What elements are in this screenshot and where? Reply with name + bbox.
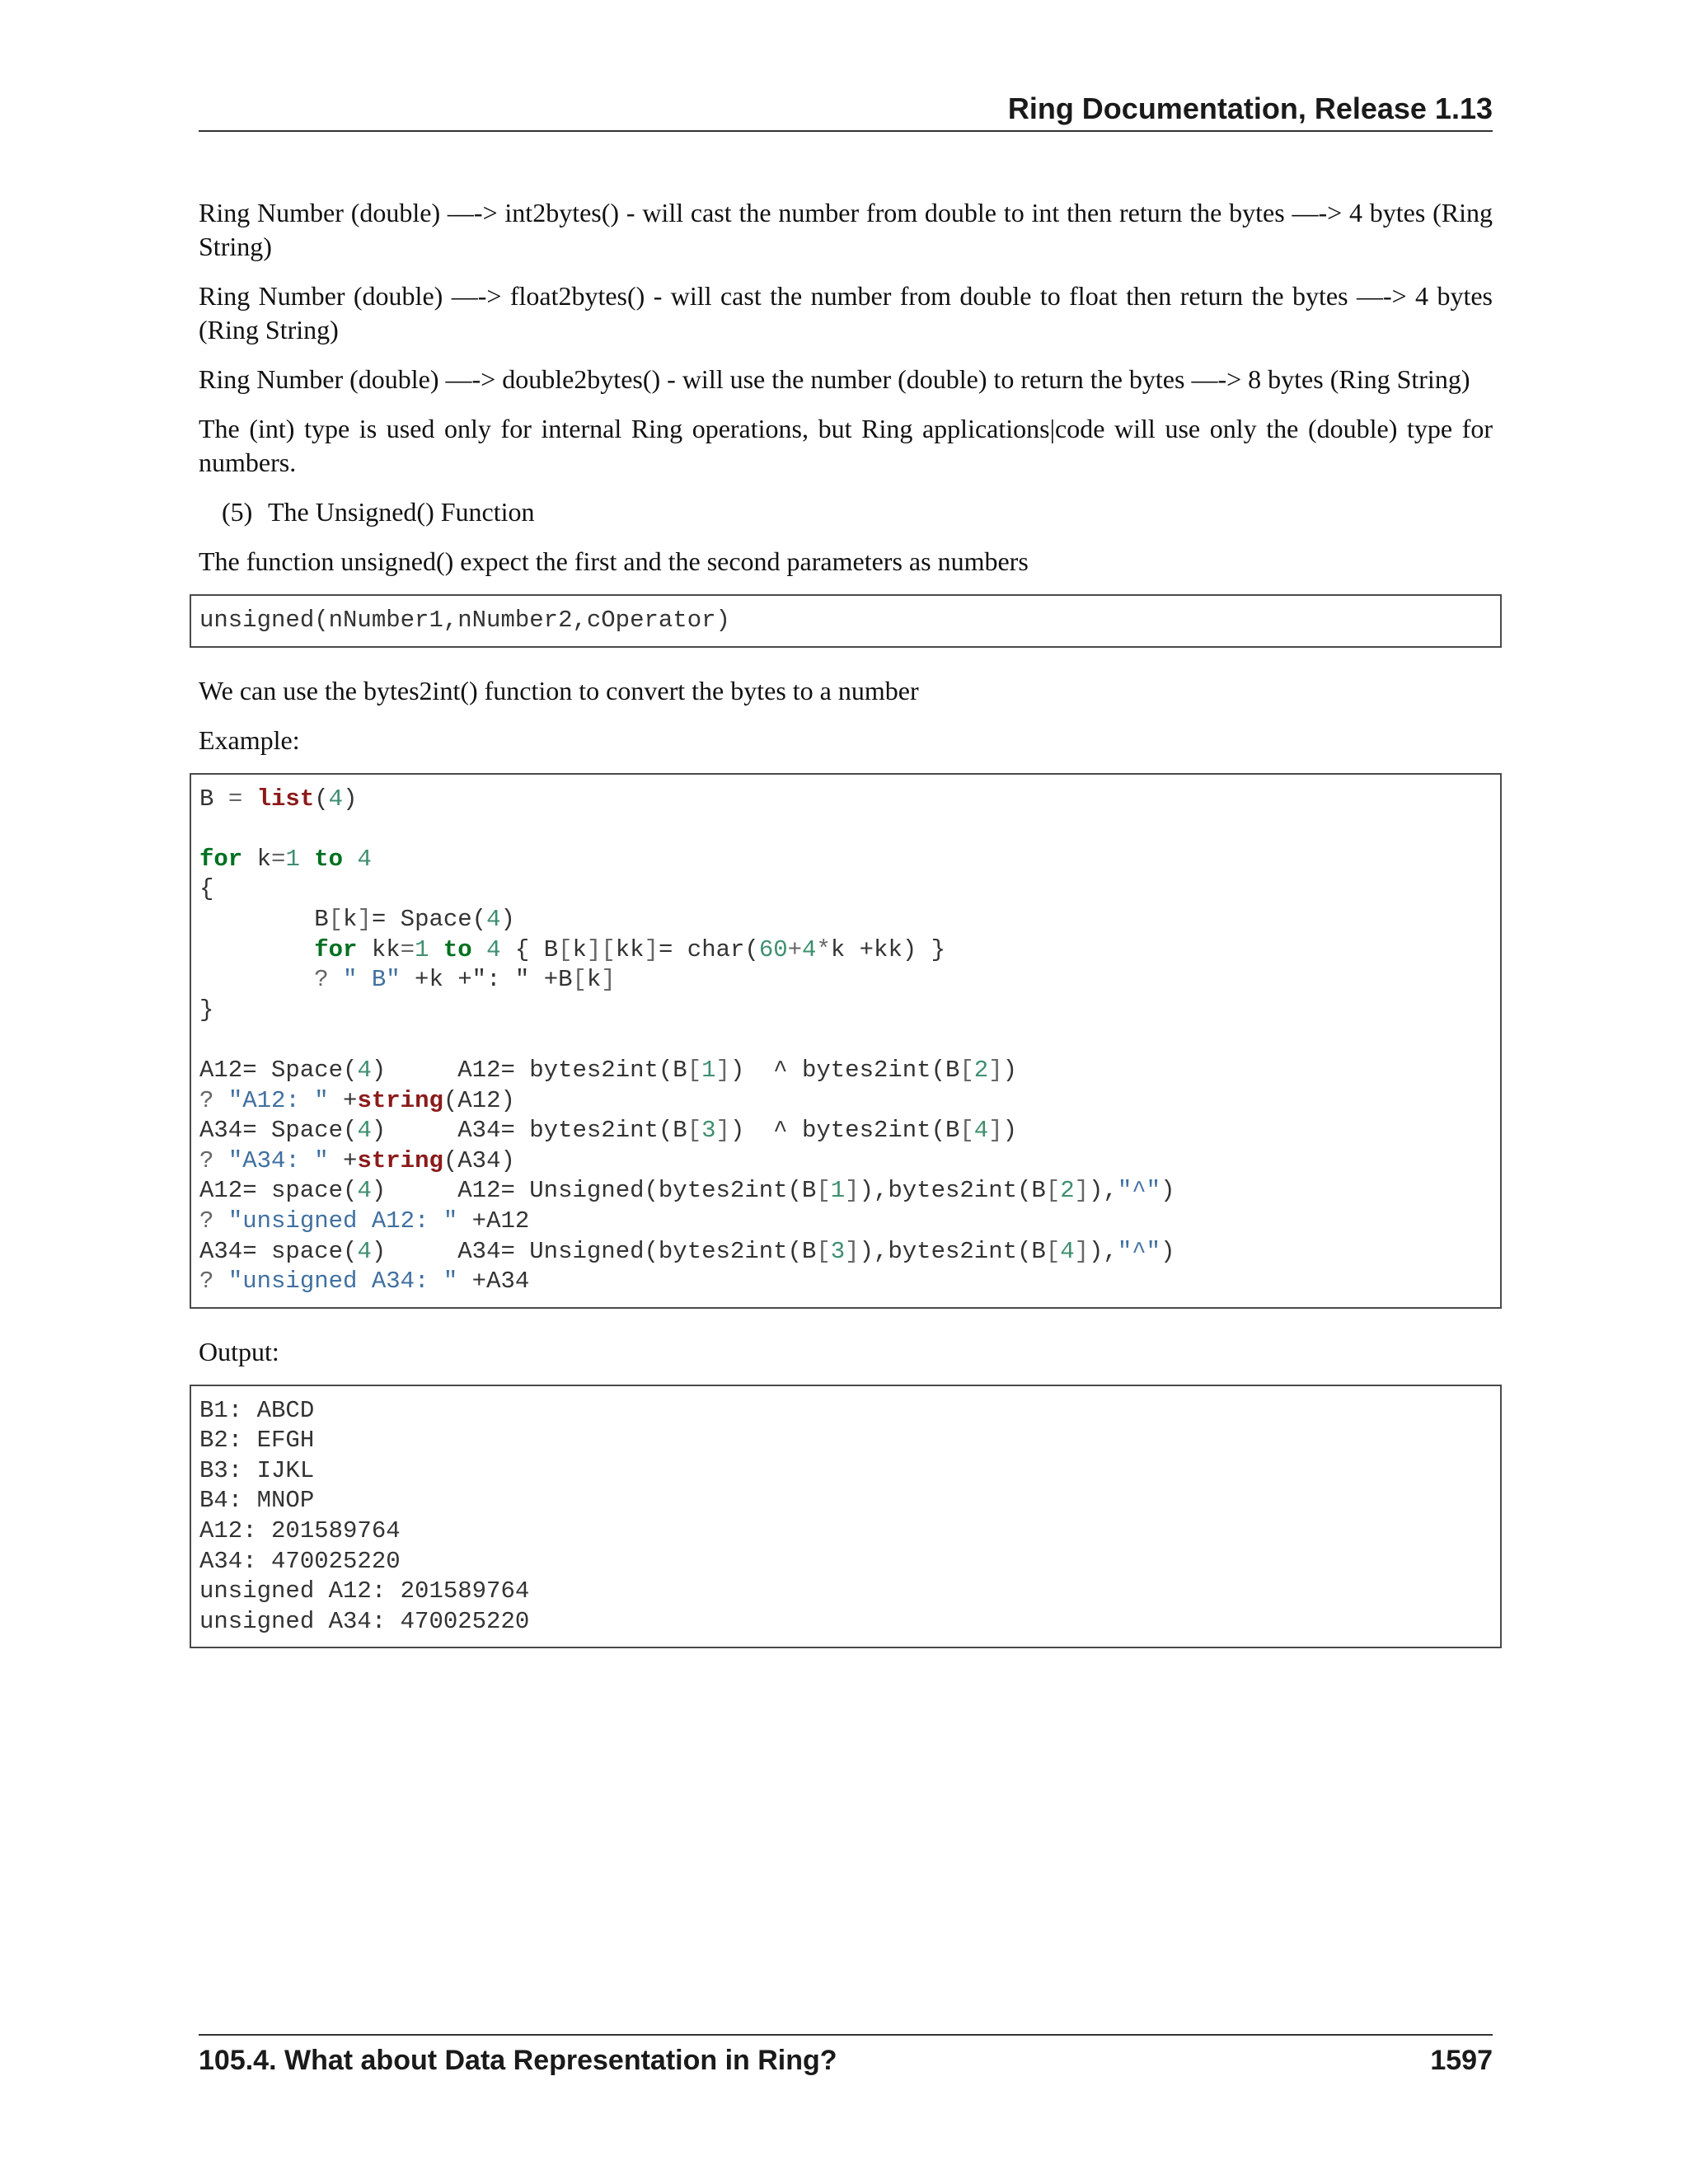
code-token: ) A34= bytes2int(B bbox=[371, 1117, 687, 1145]
code-token: (A12) bbox=[443, 1086, 515, 1114]
code-token: [ bbox=[328, 905, 344, 933]
code-token: [ bbox=[1045, 1237, 1061, 1265]
code-token: ? bbox=[199, 1268, 228, 1296]
code-token: = bbox=[227, 785, 243, 813]
code-token bbox=[300, 846, 314, 873]
code-token: A34= space( bbox=[199, 1237, 358, 1265]
code-token: ] bbox=[1074, 1177, 1090, 1205]
code-token: 4 bbox=[357, 845, 372, 873]
code-token: ) bbox=[343, 785, 358, 813]
code-token: ] bbox=[644, 935, 659, 963]
code-token: ),bytes2int(B bbox=[859, 1237, 1046, 1265]
code-token: to bbox=[314, 845, 344, 873]
code-token: 3 bbox=[830, 1237, 846, 1265]
code-token: ] bbox=[988, 1117, 1003, 1145]
code-token: 4 bbox=[486, 935, 501, 963]
code-token: ),bytes2int(B bbox=[859, 1177, 1046, 1205]
code-token: = char( bbox=[658, 935, 759, 963]
code-token: [ bbox=[816, 1237, 831, 1265]
paragraph-int2bytes: Ring Number (double) —-> int2bytes() - will cast the number from double to int then return the bytes —-> 4 bytes (Ring String) bbox=[199, 198, 1493, 261]
code-token: [ bbox=[816, 1177, 831, 1205]
output-line: B4: MNOP bbox=[199, 1487, 315, 1515]
code-token: 1 bbox=[830, 1177, 846, 1205]
code-token: [ bbox=[572, 966, 587, 994]
code-token: 4 bbox=[357, 1177, 372, 1205]
code-line bbox=[199, 845, 1492, 875]
example-label: Example: bbox=[199, 724, 300, 755]
code-line bbox=[199, 1146, 1492, 1177]
output-line: A34: 470025220 bbox=[199, 1547, 401, 1575]
code-block-signature bbox=[190, 594, 1502, 648]
code-line bbox=[199, 1056, 1492, 1086]
code-token: k bbox=[343, 905, 358, 933]
code-token: ), bbox=[1089, 1237, 1118, 1265]
code-token: ] bbox=[715, 1117, 730, 1145]
list-item-unsigned-function bbox=[222, 495, 1493, 529]
code-token: + bbox=[328, 1086, 358, 1114]
code-token: +A12 bbox=[457, 1207, 530, 1235]
code-line bbox=[199, 1086, 1492, 1117]
code-token: 4 bbox=[357, 1056, 372, 1084]
code-token: string bbox=[357, 1146, 443, 1174]
code-line bbox=[199, 965, 1492, 996]
code-token: 4 bbox=[357, 1237, 372, 1265]
code-token: A12= Space( bbox=[199, 1056, 358, 1084]
code-token: 3 bbox=[701, 1117, 716, 1145]
paragraph-double2bytes: Ring Number (double) —-> double2bytes() - will use the number (double) to return the bytes —-> 8 bytes (Ring String) bbox=[199, 364, 1470, 394]
code-token: { bbox=[199, 875, 214, 903]
code-token: list bbox=[256, 785, 315, 813]
code-token: 60 bbox=[758, 935, 788, 963]
code-token: ] bbox=[845, 1177, 860, 1205]
paragraph-bytes2int: We can use the bytes2int() function to convert the bytes to a number bbox=[199, 675, 919, 705]
code-token: ) ^ bytes2int(B bbox=[729, 1056, 960, 1084]
code-token: 2 bbox=[973, 1056, 989, 1084]
code-token: ), bbox=[1089, 1177, 1118, 1205]
code-token: ] bbox=[715, 1056, 730, 1084]
code-line bbox=[199, 1176, 1492, 1207]
code-token bbox=[343, 846, 357, 873]
code-token: } bbox=[199, 996, 214, 1024]
code-token: 4 bbox=[328, 785, 344, 813]
code-token: B bbox=[199, 905, 329, 933]
code-token: ) A34= Unsigned(bytes2int(B bbox=[371, 1237, 817, 1265]
code-token: B bbox=[199, 785, 228, 813]
code-token: k bbox=[572, 935, 587, 963]
code-token: = Space( bbox=[371, 905, 487, 933]
code-line bbox=[199, 1116, 1492, 1146]
code-token: [ bbox=[687, 1117, 702, 1145]
code-token: "unsigned A12: " bbox=[227, 1207, 458, 1235]
code-token: 4 bbox=[486, 905, 501, 933]
code-token: kk bbox=[357, 935, 401, 963]
code-token: "^" bbox=[1117, 1237, 1161, 1265]
output-line: unsigned A34: 470025220 bbox=[199, 1607, 530, 1635]
code-block-example bbox=[190, 773, 1502, 1309]
list-item-number: (5) bbox=[222, 497, 253, 527]
code-token: ) ^ bytes2int(B bbox=[729, 1117, 960, 1145]
code-token: +k + bbox=[400, 966, 472, 994]
code-token: ) A12= Unsigned(bytes2int(B bbox=[371, 1177, 817, 1205]
page-content bbox=[199, 196, 1493, 1675]
code-line bbox=[199, 814, 1492, 845]
code-token: +B bbox=[529, 966, 573, 994]
code-line bbox=[199, 1025, 1492, 1056]
footer-section-title: 105.4. What about Data Representation in Ring? bbox=[199, 2045, 837, 2076]
code-token: ) bbox=[1160, 1177, 1175, 1205]
code-token: k +kk) } bbox=[830, 935, 946, 963]
code-token: ) bbox=[1002, 1056, 1018, 1084]
code-token: ] bbox=[357, 905, 372, 933]
code-token: ) A12= bytes2int(B bbox=[371, 1056, 687, 1084]
code-token: ? bbox=[199, 966, 344, 994]
code-token: "A12: " bbox=[227, 1086, 329, 1114]
code-token: 4 bbox=[973, 1117, 989, 1145]
code-token: ) bbox=[500, 905, 515, 933]
code-token: k bbox=[586, 966, 602, 994]
code-token: + bbox=[328, 1146, 358, 1174]
code-token: 2 bbox=[1060, 1177, 1075, 1205]
code-token: { B bbox=[500, 935, 559, 963]
code-token: 1 bbox=[415, 935, 429, 963]
code-line bbox=[199, 1207, 1492, 1237]
code-token bbox=[429, 936, 443, 963]
code-token: ? bbox=[199, 1146, 228, 1174]
code-token: + bbox=[787, 935, 803, 963]
code-token: k bbox=[242, 845, 272, 873]
code-token: ] bbox=[845, 1237, 860, 1265]
code-token: A12= space( bbox=[199, 1177, 358, 1205]
output-line: A12: 201589764 bbox=[199, 1517, 401, 1545]
code-line bbox=[199, 1237, 1492, 1268]
code-line bbox=[199, 935, 1492, 966]
code-token: A34= Space( bbox=[199, 1117, 358, 1145]
page-header bbox=[199, 92, 1493, 132]
code-token: ( bbox=[314, 785, 329, 813]
list-item-label: The Unsigned() Function bbox=[268, 497, 535, 527]
paragraph-float2bytes: Ring Number (double) —-> float2bytes() - will cast the number from double to float then return the bytes —-> 4 bytes (Ring String) bbox=[199, 281, 1493, 344]
code-token: * bbox=[816, 935, 831, 963]
code-token: 4 bbox=[802, 935, 817, 963]
code-token: "unsigned A34: " bbox=[227, 1268, 458, 1296]
code-token: [ bbox=[1045, 1177, 1061, 1205]
code-token: 1 bbox=[701, 1056, 716, 1084]
code-token: to bbox=[443, 935, 472, 963]
code-token: ) bbox=[1160, 1237, 1175, 1265]
code-token: " B" bbox=[343, 966, 401, 994]
code-token: 1 bbox=[285, 845, 300, 873]
code-token: ": " bbox=[471, 966, 530, 994]
code-token: ? bbox=[199, 1207, 228, 1235]
page-footer bbox=[199, 2034, 1493, 2076]
output-label: Output: bbox=[199, 1336, 279, 1366]
code-token: "^" bbox=[1117, 1177, 1161, 1205]
code-token: ] bbox=[1074, 1237, 1090, 1265]
code-token: ? bbox=[199, 1086, 228, 1114]
code-token: string bbox=[357, 1086, 443, 1114]
code-token: ] bbox=[601, 966, 616, 994]
code-token: ] bbox=[988, 1056, 1003, 1084]
code-line bbox=[199, 1267, 1492, 1297]
code-line bbox=[199, 905, 1492, 935]
code-token: = bbox=[271, 845, 286, 873]
code-token: ) bbox=[1002, 1117, 1018, 1145]
paragraph-int-type: The (int) type is used only for internal Ring operations, but Ring applications|code will use only the (double) type for numbers. bbox=[199, 414, 1493, 477]
code-token: [ bbox=[558, 935, 573, 963]
code-token: "A34: " bbox=[227, 1146, 329, 1174]
code-block-output bbox=[190, 1385, 1502, 1649]
code-token bbox=[472, 936, 486, 963]
output-line: B3: IJKL bbox=[199, 1456, 315, 1484]
code-token: (A34) bbox=[443, 1146, 515, 1174]
code-token: 4 bbox=[357, 1117, 372, 1145]
footer-page-number: 1597 bbox=[1430, 2045, 1493, 2076]
code-token: = bbox=[400, 935, 415, 963]
code-token: ][ bbox=[586, 935, 616, 963]
code-token: +A34 bbox=[457, 1268, 530, 1296]
code-token: kk bbox=[615, 935, 645, 963]
document-title: Ring Documentation, Release 1.13 bbox=[1007, 91, 1493, 125]
code-token: [ bbox=[687, 1056, 702, 1084]
code-token bbox=[199, 936, 314, 963]
code-token: for bbox=[314, 935, 358, 963]
code-token: 4 bbox=[1060, 1237, 1075, 1265]
code-line bbox=[199, 785, 1492, 815]
code-line bbox=[199, 874, 1492, 905]
code-token bbox=[242, 785, 256, 813]
code-line bbox=[199, 996, 1492, 1026]
paragraph-unsigned-params: The function unsigned() expect the first and the second parameters as numbers bbox=[199, 546, 1029, 576]
output-line: B2: EFGH bbox=[199, 1427, 315, 1455]
code-token: [ bbox=[959, 1056, 974, 1084]
output-line: B1: ABCD bbox=[199, 1396, 315, 1424]
code-token: [ bbox=[959, 1117, 974, 1145]
output-line: unsigned A12: 201589764 bbox=[199, 1577, 530, 1605]
code-token: for bbox=[199, 845, 243, 873]
code-line: unsigned(nNumber1,nNumber2,cOperator) bbox=[199, 607, 730, 634]
